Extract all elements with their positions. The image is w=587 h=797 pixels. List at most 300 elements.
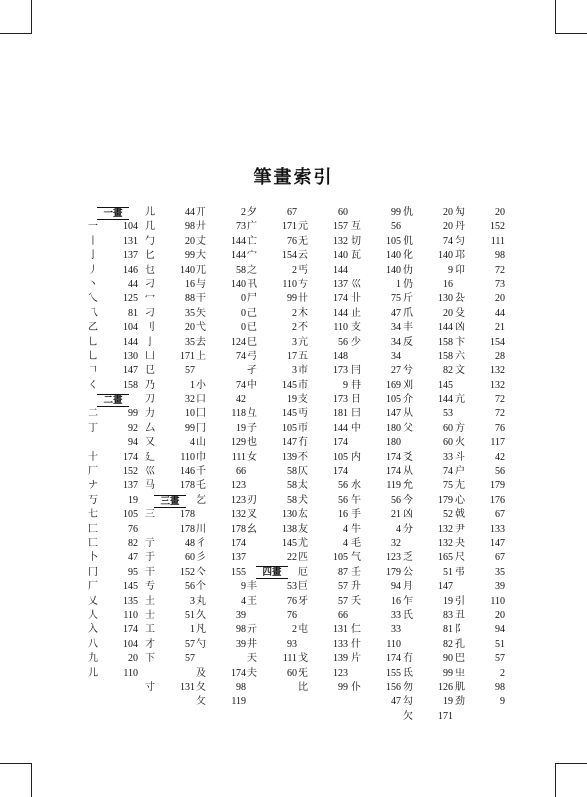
index-character: 手: [351, 509, 362, 521]
index-character: 文: [455, 365, 466, 377]
index-page-number: 60: [443, 437, 453, 449]
index-entry: [145, 451, 195, 465]
index-page-number: 1: [190, 379, 195, 391]
index-entry: [351, 566, 401, 580]
index-page-number: 181: [333, 408, 348, 420]
index-character: 元: [298, 221, 309, 233]
index-character: 仇: [403, 207, 414, 218]
index-entry: [351, 652, 401, 666]
index-page-number: 145: [282, 408, 297, 420]
index-character: 兀: [196, 264, 207, 276]
index-entry: [403, 551, 453, 565]
index-character: 卞: [455, 336, 466, 348]
index-entry: [88, 638, 138, 652]
index-entry: [247, 609, 297, 623]
index-entry: [403, 451, 453, 465]
crop-mark: [31, 763, 32, 797]
index-character: 巛: [145, 466, 156, 478]
index-character: 丐: [298, 264, 309, 276]
index-page-number: 119: [386, 480, 401, 492]
index-page-number: 57: [338, 581, 348, 593]
index-page-number: 56: [391, 494, 401, 506]
index-entry: [145, 321, 195, 335]
index-entry: [455, 407, 505, 421]
index-entry: [351, 551, 401, 565]
index-page-number: 92: [128, 422, 138, 434]
index-page-number: 138: [282, 523, 297, 535]
index-page-number: 19: [287, 394, 297, 406]
index-character: 牙: [298, 595, 309, 607]
index-character: 乚: [88, 336, 99, 348]
index-page-number: 152: [180, 566, 195, 578]
index-entry: [247, 379, 297, 393]
index-character: 勿: [403, 681, 414, 693]
index-character: 几: [145, 221, 156, 233]
index-character: 刂: [145, 322, 156, 334]
index-character: 九: [88, 653, 99, 665]
index-page-number: 90: [443, 653, 453, 665]
index-page-number: 140: [333, 250, 348, 262]
index-entry: [88, 508, 138, 522]
index-entry: [455, 393, 505, 407]
index-character: 市: [298, 365, 309, 377]
index-page-number: 20: [495, 609, 505, 621]
stroke-count-label: 三畫: [154, 495, 185, 508]
index-page-number: 56: [495, 466, 505, 478]
index-entry: [88, 623, 138, 637]
index-character: 丹: [455, 221, 466, 233]
index-character: 厂: [88, 581, 99, 593]
index-entry: [298, 364, 348, 378]
index-page-number: 155: [231, 566, 246, 578]
index-page-number: 174: [386, 451, 401, 463]
index-character: 士: [145, 609, 156, 621]
index-entry: [88, 278, 138, 292]
index-entry: [298, 623, 348, 637]
index-character: 井: [247, 638, 258, 650]
index-character: 匸: [88, 537, 99, 549]
index-character: 夭: [351, 595, 362, 607]
index-entry: [403, 379, 453, 393]
index-entry: [351, 307, 401, 321]
index-character: 川: [196, 523, 207, 535]
index-page-number: 137: [123, 250, 138, 262]
index-page-number: 56: [391, 221, 401, 233]
index-entry: [298, 206, 348, 220]
index-character: 丏: [298, 408, 309, 420]
index-entry: [351, 206, 401, 220]
index-character: 厶: [145, 422, 156, 434]
index-entry: [403, 580, 453, 594]
index-character: 丂: [88, 494, 99, 506]
index-character: 小: [196, 379, 207, 391]
index-page-number: 154: [282, 250, 297, 262]
index-entry: [403, 407, 453, 421]
index-character: 允: [403, 480, 414, 492]
index-page-number: 137: [333, 278, 348, 290]
index-entry: [196, 336, 246, 350]
index-character: 千: [196, 466, 207, 478]
index-entry: [298, 580, 348, 594]
index-character: 刃: [247, 494, 258, 506]
index-character: 戈: [298, 653, 309, 665]
index-page-number: 145: [282, 379, 297, 391]
index-character: 与: [196, 278, 207, 290]
index-page-number: 82: [443, 638, 453, 650]
index-page-number: 178: [180, 523, 195, 535]
index-entry: [196, 321, 246, 335]
index-character: 匚: [88, 523, 99, 535]
index-entry: [247, 249, 297, 263]
index-character: 也: [247, 437, 258, 449]
index-entry: [455, 695, 505, 709]
index-entry: [351, 436, 401, 450]
index-character: 己: [247, 307, 258, 319]
index-page-number: 47: [391, 696, 401, 708]
index-entry: [403, 595, 453, 609]
index-entry: [455, 508, 505, 522]
index-character: 中: [351, 422, 362, 434]
index-page-number: 20: [128, 653, 138, 665]
index-entry: [403, 638, 453, 652]
index-entry: [298, 638, 348, 652]
index-column: [88, 206, 138, 681]
index-entry: [196, 379, 246, 393]
crop-mark: [555, 33, 587, 34]
crop-mark: [31, 0, 32, 34]
index-character: 弋: [196, 322, 207, 334]
index-character: 户: [455, 466, 466, 478]
index-page-number: 2: [500, 667, 505, 679]
index-character: 云: [298, 250, 309, 262]
index-page-number: 35: [495, 566, 505, 578]
index-character: 引: [455, 595, 466, 607]
index-page-number: 75: [391, 293, 401, 305]
index-entry: [455, 364, 505, 378]
index-page-number: 178: [231, 523, 246, 535]
index-character: 丰: [403, 322, 414, 334]
index-character: 乚: [88, 350, 99, 362]
index-entry: [403, 609, 453, 623]
index-entry: [196, 292, 246, 306]
index-character: 从: [403, 466, 414, 478]
index-entry: [403, 364, 453, 378]
index-entry: [298, 494, 348, 508]
index-page-number: 110: [333, 322, 348, 334]
index-entry: [145, 436, 195, 450]
index-entry: [298, 264, 348, 278]
index-page-number: 131: [123, 235, 138, 247]
index-page-number: 74: [443, 235, 453, 247]
index-page-number: 174: [333, 293, 348, 305]
index-character: 反: [403, 336, 414, 348]
index-character: 巴: [455, 653, 466, 665]
stroke-count-header: [145, 494, 195, 508]
index-page-number: 155: [386, 667, 401, 679]
index-entry: [455, 523, 505, 537]
index-entry: [88, 336, 138, 350]
index-entry: [145, 422, 195, 436]
index-character: 㔾: [145, 365, 156, 377]
index-entry: [298, 667, 348, 681]
index-character: 曰: [351, 408, 362, 420]
index-page-number: 81: [443, 624, 453, 636]
index-page-number: 137: [123, 480, 138, 492]
index-page-number: 19: [443, 696, 453, 708]
index-entry: [88, 537, 138, 551]
index-character: 孔: [455, 638, 466, 650]
index-page-number: 74: [236, 350, 246, 362]
index-entry: [455, 379, 505, 393]
index-entry: [88, 350, 138, 364]
index-character: 儿: [145, 207, 156, 218]
index-page-number: 81: [128, 307, 138, 319]
index-page-number: 2: [292, 624, 297, 636]
index-page-number: 145: [123, 581, 138, 593]
index-character: 二: [88, 408, 99, 420]
index-page-number: 35: [185, 307, 195, 319]
index-entry: [247, 551, 297, 565]
index-character: 卂: [247, 278, 258, 290]
index-entry: [403, 249, 453, 263]
index-page-number: 148: [333, 350, 348, 362]
index-entry: [145, 393, 195, 407]
index-entry: [247, 508, 297, 522]
index-page-number: 39: [236, 638, 246, 650]
index-character: 夕: [247, 207, 258, 218]
index-character: 匀: [455, 235, 466, 247]
index-entry: [88, 249, 138, 263]
index-character: 冃: [351, 365, 362, 377]
index-entry: [196, 278, 246, 292]
index-entry: [351, 350, 401, 364]
index-entry: [351, 278, 401, 292]
index-entry: [351, 580, 401, 594]
stroke-count-label: 四畫: [256, 566, 287, 579]
index-page-number: 67: [287, 207, 297, 218]
index-character: 入: [88, 624, 99, 636]
index-character: 乞: [196, 494, 207, 506]
index-character: 七: [88, 509, 99, 521]
index-page-number: 130: [123, 350, 138, 362]
index-page-number: 110: [386, 638, 401, 650]
index-character: 瓦: [351, 250, 362, 262]
index-page-number: 140: [386, 250, 401, 262]
index-page-number: 21: [391, 509, 401, 521]
index-page-number: 57: [338, 595, 348, 607]
index-character: 尢: [455, 480, 466, 492]
index-page-number: 178: [180, 509, 195, 521]
index-character: 今: [403, 494, 414, 506]
index-character: 幺: [247, 523, 258, 535]
index-entry: [298, 235, 348, 249]
index-page-number: 132: [438, 523, 453, 535]
index-page-number: 44: [185, 207, 195, 218]
index-page-number: 147: [386, 408, 401, 420]
index-page-number: 42: [236, 394, 246, 406]
index-entry: [298, 479, 348, 493]
index-page-number: 125: [123, 293, 138, 305]
index-entry: [455, 220, 505, 234]
index-character: 夫: [247, 667, 258, 679]
index-entry: [351, 321, 401, 335]
index-entry: [351, 595, 401, 609]
index-entry: [351, 451, 401, 465]
index-page-number: 118: [231, 408, 246, 420]
index-entry: [88, 292, 138, 306]
index-column: [145, 206, 195, 695]
index-page-number: 72: [495, 408, 505, 420]
index-character: 木: [298, 307, 309, 319]
index-page-number: 174: [333, 466, 348, 478]
index-entry: [247, 321, 297, 335]
index-entry: [88, 566, 138, 580]
index-entry: [403, 667, 453, 681]
index-entry: [145, 278, 195, 292]
index-page-number: 57: [185, 365, 195, 377]
index-character: 之: [247, 264, 258, 276]
index-character: 厂: [88, 466, 99, 478]
index-page-number: 145: [282, 537, 297, 549]
index-entry: [455, 494, 505, 508]
index-entry: [403, 220, 453, 234]
index-character: 八: [88, 638, 99, 650]
index-page-number: 73: [495, 278, 505, 290]
index-page-number: 34: [391, 336, 401, 348]
index-page-number: 21: [495, 322, 505, 334]
index-page-number: 144: [438, 394, 453, 406]
index-page-number: 16: [185, 278, 195, 290]
index-entry: [298, 292, 348, 306]
index-page-number: 124: [231, 336, 246, 348]
index-entry: [455, 652, 505, 666]
index-entry: [455, 667, 505, 681]
index-entry: [351, 220, 401, 234]
index-character: 刁: [145, 278, 156, 290]
index-character: 勼: [455, 207, 466, 218]
index-character: 分: [403, 523, 414, 535]
index-entry: [88, 307, 138, 321]
index-entry: [196, 436, 246, 450]
index-entry: [88, 264, 138, 278]
index-entry: [455, 451, 505, 465]
index-page-number: 82: [443, 365, 453, 377]
index-entry: [455, 537, 505, 551]
index-character: 水: [351, 480, 362, 492]
index-character: 三: [145, 509, 156, 521]
index-entry: [88, 609, 138, 623]
index-character: 匹: [298, 552, 309, 564]
index-character: 卜: [88, 552, 99, 564]
index-page-number: 20: [495, 207, 505, 218]
index-page-number: 98: [236, 624, 246, 636]
index-character: 乀: [88, 293, 99, 305]
index-entry: [88, 595, 138, 609]
index-entry: [351, 537, 401, 551]
crop-mark: [555, 763, 556, 797]
index-character: 月: [403, 581, 414, 593]
index-entry: [145, 264, 195, 278]
index-page-number: 140: [180, 264, 195, 276]
index-page-number: 66: [236, 466, 246, 478]
index-column: [196, 206, 246, 710]
index-entry: [403, 393, 453, 407]
index-entry: [351, 292, 401, 306]
index-page-number: 76: [128, 523, 138, 535]
index-character: 天: [247, 653, 258, 665]
index-entry: [247, 220, 297, 234]
index-entry: [196, 566, 246, 580]
index-entry: [455, 609, 505, 623]
index-page-number: 2: [292, 307, 297, 319]
index-entry: [247, 523, 297, 537]
index-entry: [145, 350, 195, 364]
index-entry: [298, 422, 348, 436]
index-entry: [196, 523, 246, 537]
index-page-number: 16: [338, 509, 348, 521]
index-page-number: 83: [443, 609, 453, 621]
index-page-number: 3: [190, 595, 195, 607]
index-entry: [88, 667, 138, 681]
index-page-number: 4: [190, 437, 195, 449]
index-character: 㞢: [455, 667, 466, 679]
index-entry: [403, 479, 453, 493]
index-character: 从: [403, 408, 414, 420]
index-page-number: 158: [123, 379, 138, 391]
index-page-number: 130: [282, 509, 297, 521]
index-character: 斤: [403, 293, 414, 305]
index-entry: [455, 235, 505, 249]
index-page-number: 20: [185, 235, 195, 247]
index-entry: [145, 379, 195, 393]
index-entry: [298, 350, 348, 364]
index-character: 个: [196, 581, 207, 593]
index-page-number: 144: [231, 235, 246, 247]
index-character: 下: [145, 653, 156, 665]
index-entry: [403, 422, 453, 436]
index-character: 亡: [247, 235, 258, 247]
index-entry: [351, 479, 401, 493]
index-page-number: 99: [287, 293, 297, 305]
index-page-number: 75: [443, 480, 453, 492]
index-character: 厹: [455, 293, 466, 305]
index-entry: [455, 623, 505, 637]
index-character: 𠀁: [298, 278, 309, 290]
index-page-number: 20: [443, 307, 453, 319]
index-character: 卬: [455, 264, 466, 276]
index-character: 切: [351, 235, 362, 247]
index-character: 广: [247, 221, 258, 233]
index-page-number: 152: [123, 466, 138, 478]
index-character: 干: [145, 566, 156, 578]
index-entry: [298, 407, 348, 421]
index-page-number: 105: [333, 451, 348, 463]
index-entry: [247, 580, 297, 594]
index-entry: [298, 249, 348, 263]
index-character: 彳: [196, 537, 207, 549]
index-page-number: 179: [490, 480, 505, 492]
index-page-number: 0: [241, 322, 246, 334]
index-character: 欠: [403, 710, 414, 722]
index-entry: [455, 580, 505, 594]
index-page-number: 39: [495, 581, 505, 593]
index-character: 火: [455, 437, 466, 449]
index-character: 仉: [403, 235, 414, 247]
index-page-number: 76: [287, 235, 297, 247]
index-entry: [403, 307, 453, 321]
index-character: 不: [298, 451, 309, 463]
index-character: 乜: [145, 264, 156, 276]
